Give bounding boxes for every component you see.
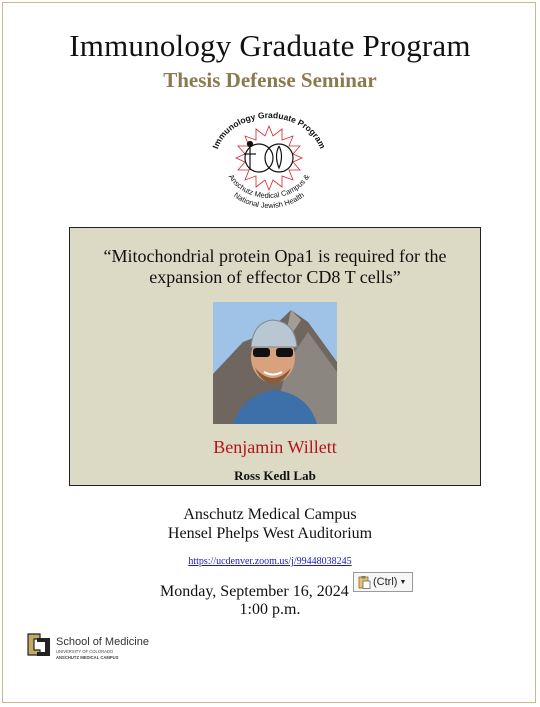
seminar-time: 1:00 p.m. <box>239 601 301 618</box>
paste-options-label: (Ctrl) <box>373 576 398 588</box>
paste-options-button[interactable] <box>353 572 413 592</box>
page-subtitle: Thesis Defense Seminar <box>163 68 377 92</box>
school-line-2: ANSCHUTZ MEDICAL CAMPUS <box>56 655 119 660</box>
lab-name: Ross Kedl Lab <box>234 468 316 483</box>
zoom-link[interactable]: https://ucdenver.zoom.us/j/99448038245 <box>188 556 352 567</box>
venue-room: Hensel Phelps West Auditorium <box>167 525 373 542</box>
chevron-down-icon: ▼ <box>399 578 407 586</box>
logo-arc-bottom-text-1: Anschutz Medical Campus & <box>226 172 312 201</box>
program-logo <box>194 98 344 210</box>
cu-logo-icon <box>26 630 52 660</box>
speaker-name: Benjamin Willett <box>213 437 337 457</box>
venue-block <box>0 505 540 543</box>
school-of-medicine-logo <box>26 630 156 666</box>
venue-campus: Anschutz Medical Campus <box>183 506 357 523</box>
page-title: Immunology Graduate Program <box>69 28 471 63</box>
school-name: School of Medicine <box>56 636 149 648</box>
school-line-1: UNIVERSITY OF COLORADO <box>56 649 114 654</box>
zoom-link-row <box>0 556 540 567</box>
talk-title-line-1: “Mitochondrial protein Opa1 is required for the <box>103 246 447 266</box>
logo-arc-bottom-text-2: National Jewish Health <box>232 190 306 210</box>
seminar-date: Monday, September 16, 2024 <box>160 583 349 600</box>
clipboard-icon <box>357 575 371 589</box>
svg-text:Immunology Graduate Program <box>210 110 328 151</box>
talk-title-line-2: expansion of effector CD8 T cells” <box>149 267 401 287</box>
speaker-photo <box>213 302 337 424</box>
logo-arc-top-text: Immunology Graduate Program <box>210 109 328 151</box>
talk-title <box>80 246 470 288</box>
seminar-box <box>69 227 481 486</box>
